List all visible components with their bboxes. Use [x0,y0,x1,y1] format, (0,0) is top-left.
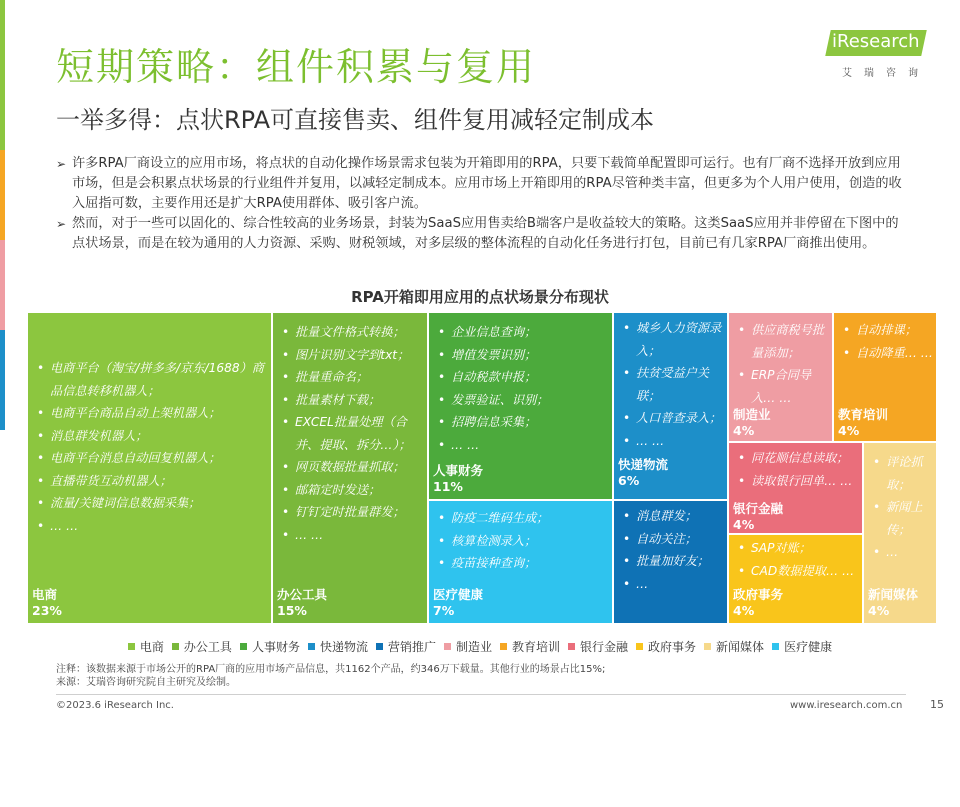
legend-label: 营销推广 [387,640,436,654]
cell-item-list [840,319,938,364]
cell-item: • 直播带货互动机器人； [34,470,269,493]
bullet-item: ➢ 许多RPA厂商设立的应用市场，将点状的自动化操作场景需求包装为开箱即用的RPA，只要下载简单配置即可运行。也有厂商不选择开放到应用市场，但是会积累点状场景的行业组件并复用，以减轻定制成本。应用市场上开箱即用的RPA尽管种类丰富，但更多为个人用户使用，创造的收入屈指可数，主要作用还是扩大RPA使用群体、吸引客户流。 [56,156,902,211]
cell-item: • 自动降重… … [840,342,938,365]
cell-item: • 自动税款申报； [435,366,605,389]
cell-item: • 消息群发； [620,505,728,528]
source-line: 来源：艾瑞咨询研究院自主研究及绘制。 [56,677,236,688]
legend-label: 制造业 [455,640,492,654]
cell-item: • 读取银行回单… … [735,470,865,493]
cell-label [733,407,771,439]
legend-swatch [636,643,643,650]
cell-item-list [870,451,938,564]
cell-item: • 批量文件格式转换； [279,321,429,344]
legend-item [772,638,832,655]
legend-swatch [772,643,779,650]
cell-value-label: 4% [733,423,755,438]
arrow-icon: ➢ [56,157,67,171]
cell-item: • 自动排课； [840,319,938,342]
treemap-cell [833,312,937,442]
note-line: 注释：该数据来源于市场公开的RPA厂商的应用市场产品信息，共1162个产品，约346万下载量。其他行业的场景占比15%; [56,664,606,675]
side-strip-pink [0,240,5,330]
treemap-cell [428,500,613,624]
bullet-item: ➢ 然而，对于一些可以固化的、综合性较高的业务场景，封装为SaaS应用售卖给B端客户是收益较大的策略。这类SaaS应用并非停留在下图中的点状场景，而是在较为通用的人力资源、采购、财税领域，对多层级的整体流程的自动化任务进行打包，目前已有几家RPA厂商推出使用。 [56,216,899,251]
cell-item: • 防疫二维码生成； [435,507,610,530]
legend-swatch [500,643,507,650]
legend-swatch [704,643,711,650]
cell-value-label: 4% [733,603,755,618]
cell-category-name: 制造业 [733,407,771,422]
treemap-cell [728,312,833,442]
cell-item-list [620,505,728,595]
legend-label: 教育培训 [512,640,561,654]
cell-item: • … … [435,434,605,457]
cell-item: • 电商平台（淘宝/拼多多/京东/1688）商品信息转移机器人； [34,357,269,402]
legend-swatch [308,643,315,650]
page-title: 短期策略：组件积累与复用 [56,45,537,89]
cell-item: • CAD数据提取… … [735,560,865,583]
cell-label [277,587,327,619]
cell-category-name: 银行金融 [733,501,784,516]
cell-item: • 邮箱定时发送； [279,479,429,502]
treemap-cell [728,534,863,624]
cell-item: • … … [34,515,269,538]
legend-label: 新闻媒体 [716,640,765,654]
cell-item: • 扶贫受益户关联； [620,362,728,407]
cell-value-label: 4% [733,517,755,532]
cell-item-list [435,507,610,575]
cell-item: • 批量重命名； [279,366,429,389]
cell-item: • 企业信息查询； [435,321,605,344]
cell-item: • 流量/关键词信息数据采集； [34,492,269,515]
cell-item: • 电商平台消息自动回复机器人； [34,447,269,470]
cell-item-list [435,321,605,456]
cell-category-name: 教育培训 [838,407,889,422]
legend-label: 政府事务 [648,640,697,654]
cell-label [733,501,783,533]
cell-item: • 批量素材下载； [279,389,429,412]
page-subtitle: 一举多得：点状RPA可直接售卖、组件复用减轻定制成本 [56,106,655,134]
cell-category-name: 新闻媒体 [868,587,919,602]
cell-item: • 城乡人力资源录入； [620,317,728,362]
legend-swatch [376,643,383,650]
cell-item: • 供应商税号批量添加； [735,319,833,364]
cell-item: • 钉钉定时批量群发； [279,501,429,524]
legend-item [172,638,232,655]
legend-swatch [128,643,135,650]
arrow-icon: ➢ [56,217,67,231]
cell-category-name: 快递物流 [618,457,669,472]
cell-item: • EXCEL批量处理（合并、提取、拆分…）； [279,411,429,456]
cell-value-label: 6% [618,473,640,488]
cell-item: • 增值发票识别； [435,344,605,367]
legend-item [636,638,696,655]
cell-item: • ERP合同导入… … [735,364,833,409]
logo-chinese-name: 艾瑞咨询 [842,68,930,79]
chart-note [56,663,605,689]
cell-item: • 消息群发机器人； [34,425,269,448]
legend-label: 快递物流 [319,640,368,654]
cell-item: • 人口普查录入； [620,407,728,430]
cell-category-name: 医疗健康 [433,587,484,602]
legend-item [500,638,560,655]
logo-text: iResearch [832,31,920,52]
footer-url[interactable]: www.iresearch.com.cn [790,700,903,711]
legend-label: 人事财务 [251,640,300,654]
cell-category-name: 办公工具 [277,587,328,602]
cell-value-label: 15% [277,603,307,618]
treemap-cell [428,312,613,500]
cell-item: • 电商平台商品自动上架机器人； [34,402,269,425]
treemap-cell [613,312,728,500]
legend-item [568,638,628,655]
summary-bullets [56,154,906,254]
cell-item-list [279,321,429,546]
legend-item [376,638,436,655]
cell-item: • 自动关注； [620,528,728,551]
cell-item-list [735,319,833,409]
footer-divider [56,694,906,695]
cell-item: • 批量加好友； [620,550,728,573]
treemap-cell [728,442,863,534]
treemap-cell [863,442,937,624]
cell-item-list [735,447,865,492]
cell-item: • 图片识别文字到txt； [279,344,429,367]
cell-label [618,775,668,807]
cell-item: • SAP对账； [735,537,865,560]
cell-label [618,457,668,489]
cell-category-name: 人事财务 [433,463,484,478]
cell-item-list [620,317,728,452]
legend-label: 医疗健康 [784,640,833,654]
legend-item [240,638,300,655]
cell-category-name: 营销推广 [618,775,669,790]
cell-item: • … [870,541,938,564]
cell-label [433,587,483,619]
legend-item [704,638,764,655]
side-strip-blue [0,330,5,430]
cell-item: • 核算检测录入； [435,530,610,553]
cell-item: • 疫苗接种查询； [435,552,610,575]
treemap-cell [272,312,428,624]
footer-copyright: ©2023.6 iResearch Inc. [56,700,174,711]
cell-item-list [34,357,269,537]
cell-value-label: 23% [32,603,62,618]
cell-value-label: 7% [433,603,455,618]
cell-item: • 新闻上传； [870,496,938,541]
legend-swatch [568,643,575,650]
cell-label [733,587,783,619]
legend-item [308,638,368,655]
legend-label: 办公工具 [183,640,232,654]
iresearch-logo [820,30,930,86]
cell-item: • … … [620,430,728,453]
legend-swatch [172,643,179,650]
cell-item: • 发票验证、识别； [435,389,605,412]
cell-value-label: 4% [868,603,890,618]
cell-item: • 评论抓取； [870,451,938,496]
cell-label [868,587,918,619]
chart-legend [0,638,960,655]
cell-item: • 同花顺信息读取； [735,447,865,470]
legend-label: 银行金融 [580,640,629,654]
side-strip-green [0,0,5,150]
cell-value-label: 5% [618,791,640,806]
cell-value-label: 11% [433,479,463,494]
cell-label [838,407,888,439]
cell-label [32,587,62,619]
cell-item: • 招聘信息采集； [435,411,605,434]
cell-item: • … … [279,524,429,547]
cell-item-list [735,537,865,582]
legend-swatch [444,643,451,650]
legend-swatch [240,643,247,650]
cell-value-label: 4% [838,423,860,438]
cell-item: • 网页数据批量抓取； [279,456,429,479]
legend-item [444,638,492,655]
cell-category-name: 电商 [32,587,58,602]
treemap-cell [27,312,272,624]
cell-item: • … [620,573,728,596]
cell-category-name: 政府事务 [733,587,784,602]
page-number: 15 [930,698,944,711]
cell-label [433,463,483,495]
side-strip-orange [0,150,5,240]
legend-item [128,638,164,655]
chart-title: RPA开箱即用应用的点状场景分布现状 [351,288,609,306]
legend-label: 电商 [139,640,164,654]
